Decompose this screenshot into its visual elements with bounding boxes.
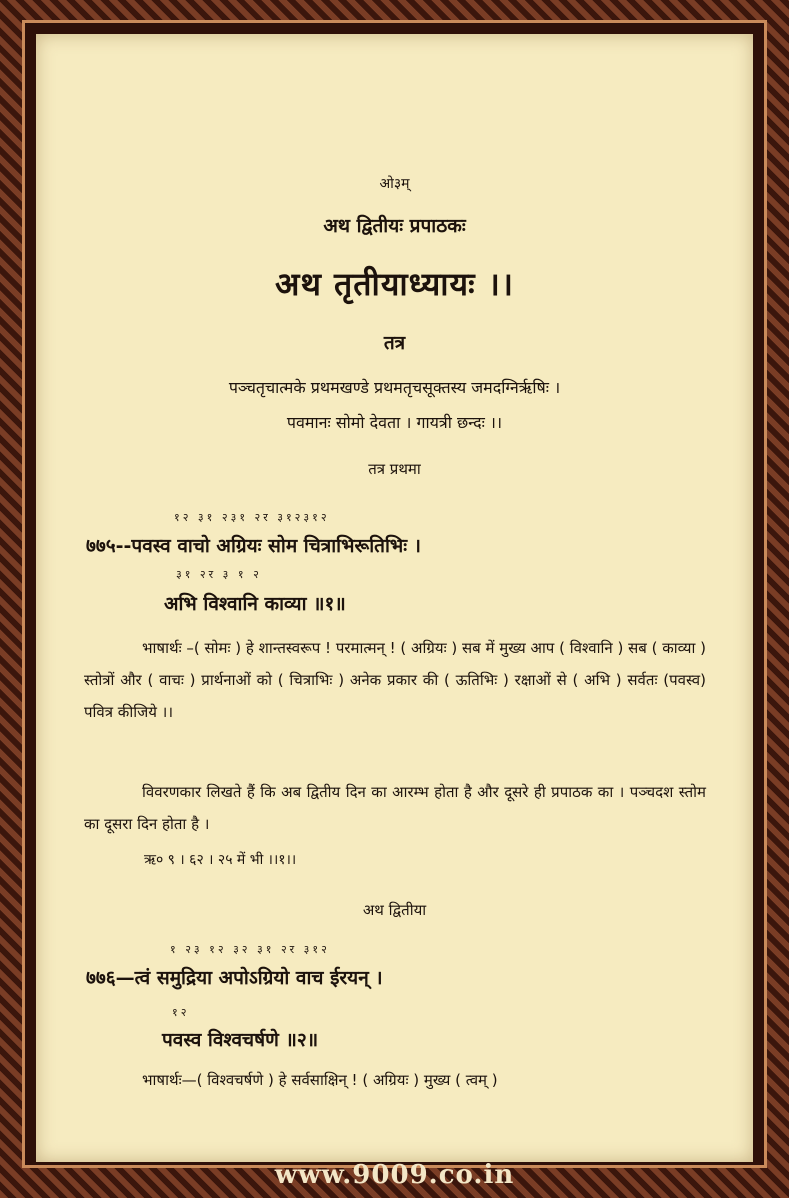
site-watermark: www.9009.co.in bbox=[274, 1160, 515, 1190]
prapathaka-heading: अथ द्वितीयः प्रपाठकः bbox=[323, 215, 466, 237]
mantra2-svara-b: १२ bbox=[172, 1006, 190, 1019]
mantra1-svara-b: ३१ २र ३ १ २ bbox=[176, 568, 262, 581]
om-heading: ओ३म् bbox=[379, 176, 410, 192]
tatra-heading: तत्र bbox=[383, 332, 406, 354]
mantra1-svara-a: १२ ३१ २३१ २र ३१२३१२ bbox=[174, 511, 330, 524]
rishi-line: पञ्चतृचात्मके प्रथमखण्डे प्रथमतृचसूक्तस्य जमदग्निर्ऋषिः । bbox=[228, 378, 561, 397]
devata-line: पवमानः सोमो देवता । गायत्री छन्दः ।। bbox=[286, 413, 503, 432]
mantra2-line-a: ७७६—त्वं समुद्रिया अपोऽग्रियो वाच ईरयन् । bbox=[86, 967, 383, 989]
mantra1-line-b: अभि विश्वानि काव्या ॥१॥ bbox=[164, 593, 346, 615]
bhashya1-text: भाषार्थः –( सोमः ) हे शान्तस्वरूप ! परमात्मन् ! ( अग्रियः ) सब में मुख्य आप ( विश्वानि ) सब ( काव्या ) स्तोत्रों और ( वाचः ) प्रार्थनाओं को ( चित्राभिः ) अनेक प्रकार की ( ऊतिभिः ) रक्षाओं से ( अभि ) सर्वतः (पवस्व) पवित्र कीजिये ।। bbox=[84, 639, 706, 721]
book-page bbox=[36, 34, 753, 1162]
mantra1-line-a: ७७५--पवस्व वाचो अग्रियः सोम चित्राभिरूतिभिः । bbox=[86, 535, 421, 557]
chapter-title: अथ तृतीयाध्यायः ।। bbox=[275, 265, 514, 303]
rigveda-reference: ऋ० ९ । ६२ । २५ में भी ।।१।। bbox=[144, 852, 297, 868]
mantra2-svara-a: १ २३ १२ ३२ ३१ २र ३१२ bbox=[170, 943, 330, 956]
dvitiya-heading: अथ द्वितीया bbox=[362, 901, 427, 919]
mantra2-line-b: पवस्व विश्वचर्षणे ॥२॥ bbox=[162, 1029, 319, 1051]
pratham-heading: तत्र प्रथमा bbox=[368, 460, 421, 478]
bhashya2-text: भाषार्थः—( विश्वचर्षणे ) हे सर्वसाक्षिन् ! ( अग्रियः ) मुख्य ( त्वम् ) bbox=[142, 1071, 498, 1089]
vivarana-text: विवरणकार लिखते हैं कि अब द्वितीय दिन का आरम्भ होता है और दूसरे ही प्रपाठक का । पञ्चदश स्तोम का दूसरा दिन होता है । bbox=[84, 783, 706, 833]
